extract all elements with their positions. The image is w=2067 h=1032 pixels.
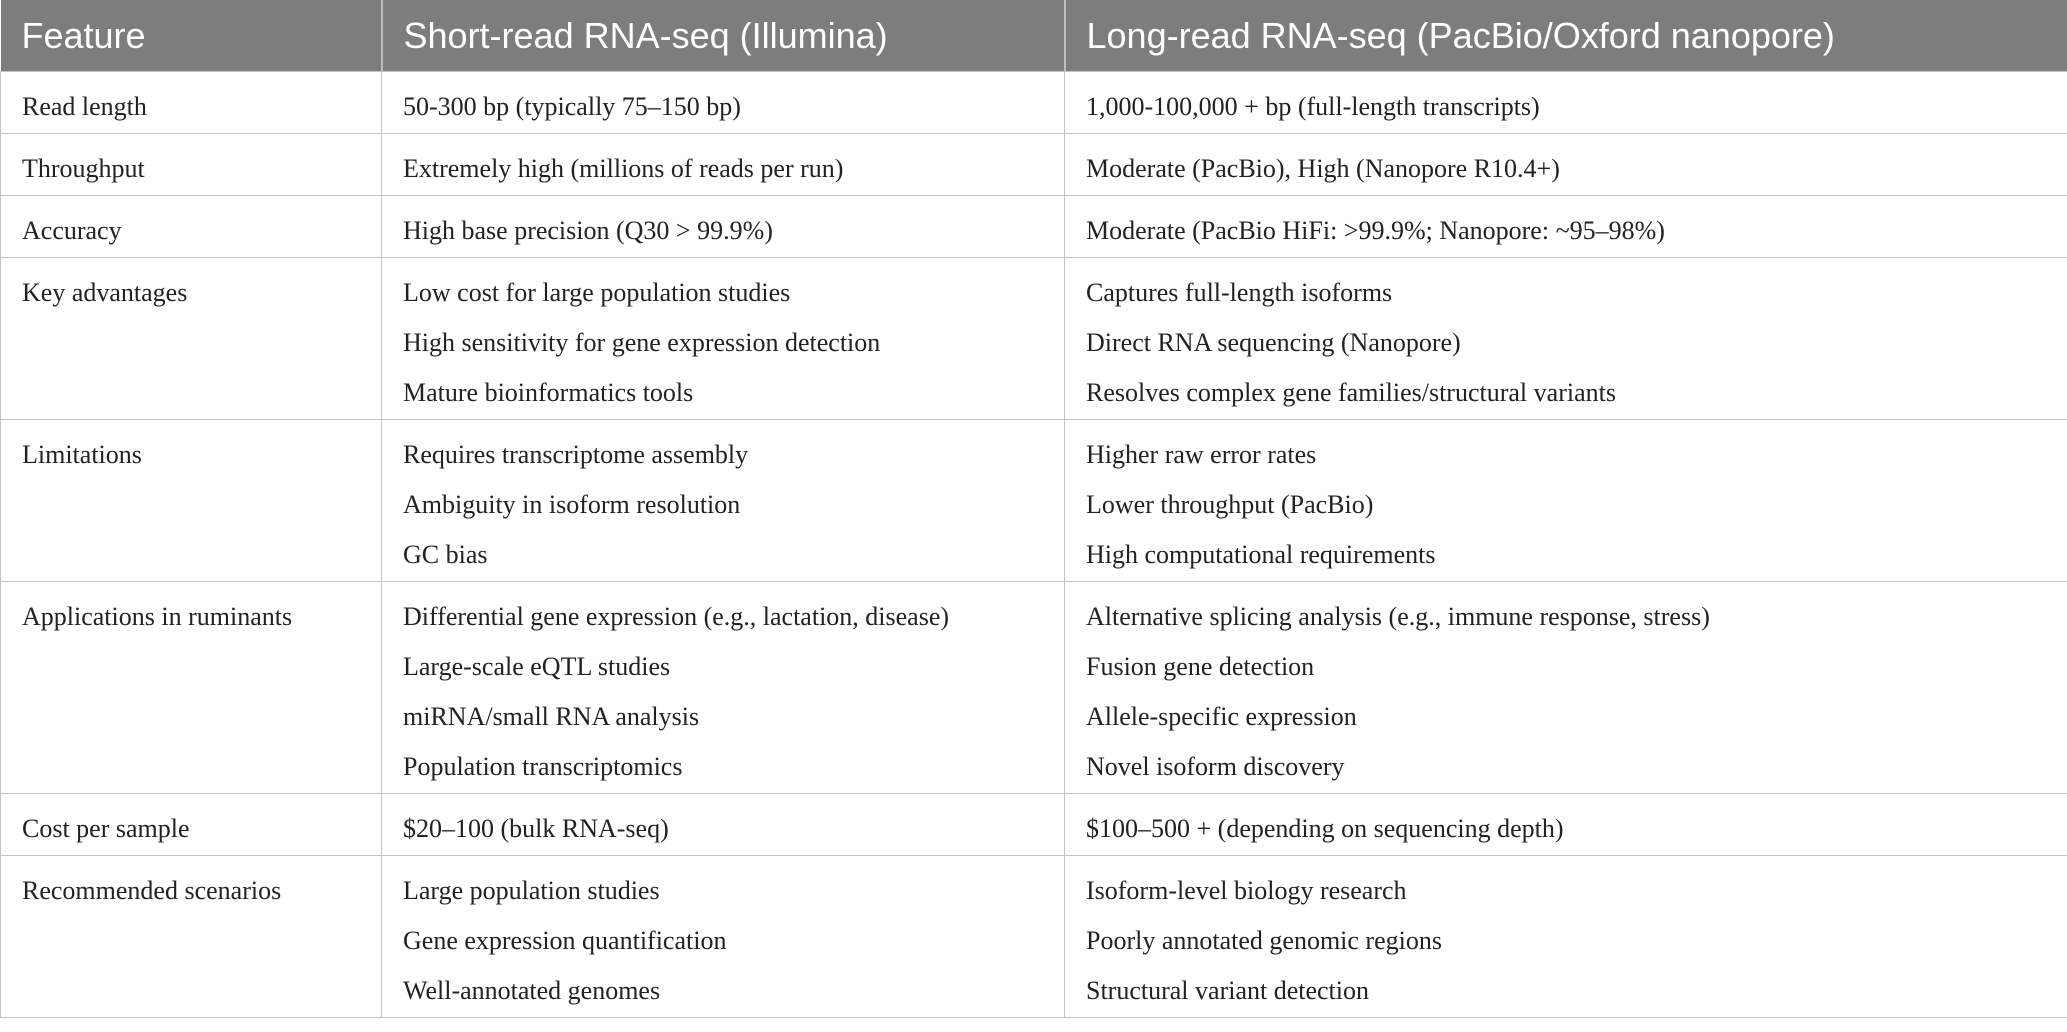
feature-cell [1,258,382,420]
short-read-line: Requires transcriptome assembly [403,440,749,469]
short-read-line: $20–100 (bulk RNA-seq) [403,814,669,843]
long-read-line: Lower throughput (PacBio) [1086,490,1374,519]
feature-label: Key advantages [22,278,188,307]
header-long-read: Long-read RNA-seq (PacBio/Oxford nanopore) [1065,0,2067,72]
long-read-cell [1065,258,2067,420]
long-read-line: Higher raw error rates [1086,440,1317,469]
feature-cell [1,134,382,196]
long-read-line: $100–500 + (depending on sequencing depth) [1086,814,1564,843]
long-read-cell [1065,196,2067,258]
short-read-line: GC bias [403,540,488,569]
feature-cell [1,72,382,134]
header-short-read: Short-read RNA-seq (Illumina) [382,0,1065,72]
long-read-cell [1065,856,2067,1018]
feature-cell [1,196,382,258]
short-read-line: High base precision (Q30 > 99.9%) [403,216,773,245]
short-read-line: Ambiguity in isoform resolution [403,490,741,519]
feature-label: Applications in ruminants [22,602,293,631]
table-row [1,582,2067,794]
long-read-line: High computational requirements [1086,540,1436,569]
long-read-line: Captures full-length isoforms [1086,278,1393,307]
long-read-line: Moderate (PacBio HiFi: >99.9%; Nanopore: ~95–98%) [1086,216,1665,245]
header-row [1,0,2067,72]
long-read-line: Fusion gene detection [1086,652,1315,681]
feature-cell [1,420,382,582]
short-read-cell [382,258,1065,420]
short-read-cell [382,794,1065,856]
short-read-line: miRNA/small RNA analysis [403,702,700,731]
long-read-cell [1065,794,2067,856]
short-read-cell [382,72,1065,134]
short-read-line: Mature bioinformatics tools [403,378,694,407]
long-read-cell [1065,420,2067,582]
long-read-cell [1065,582,2067,794]
short-read-line: Extremely high (millions of reads per run) [403,154,844,183]
long-read-line: Allele-specific expression [1086,702,1357,731]
feature-cell [1,794,382,856]
table-row [1,794,2067,856]
table-row [1,420,2067,582]
short-read-line: Low cost for large population studies [403,278,791,307]
table-row [1,258,2067,420]
long-read-line: Isoform-level biology research [1086,876,1407,905]
short-read-line: 50-300 bp (typically 75–150 bp) [403,92,741,121]
short-read-cell [382,196,1065,258]
short-read-cell [382,134,1065,196]
short-read-line: Large population studies [403,876,660,905]
feature-label: Throughput [22,154,145,183]
short-read-cell [382,582,1065,794]
table-row [1,196,2067,258]
feature-label: Recommended scenarios [22,876,282,905]
long-read-cell [1065,134,2067,196]
long-read-line: Novel isoform discovery [1086,752,1345,781]
short-read-line: Well-annotated genomes [403,976,661,1005]
short-read-line: Population transcriptomics [403,752,683,781]
short-read-cell [382,856,1065,1018]
header-feature: Feature [1,0,382,72]
short-read-line: Large-scale eQTL studies [403,652,671,681]
feature-cell [1,856,382,1018]
table-row [1,134,2067,196]
long-read-line: 1,000-100,000 + bp (full-length transcripts) [1086,92,1540,121]
short-read-line: Differential gene expression (e.g., lactation, disease) [403,602,950,631]
table-body [1,72,2067,1018]
long-read-line: Direct RNA sequencing (Nanopore) [1086,328,1461,357]
long-read-cell [1065,72,2067,134]
feature-label: Accuracy [22,216,122,245]
table-row [1,72,2067,134]
long-read-line: Structural variant detection [1086,976,1370,1005]
short-read-cell [382,420,1065,582]
long-read-line: Resolves complex gene families/structural variants [1086,378,1616,407]
feature-label: Limitations [22,440,142,469]
feature-label: Cost per sample [22,814,190,843]
long-read-line: Poorly annotated genomic regions [1086,926,1442,955]
long-read-line: Moderate (PacBio), High (Nanopore R10.4+) [1086,154,1560,183]
short-read-line: High sensitivity for gene expression detection [403,328,881,357]
long-read-line: Alternative splicing analysis (e.g., immune response, stress) [1086,602,1710,631]
feature-cell [1,582,382,794]
short-read-line: Gene expression quantification [403,926,727,955]
table-row [1,856,2067,1018]
feature-label: Read length [22,92,147,121]
